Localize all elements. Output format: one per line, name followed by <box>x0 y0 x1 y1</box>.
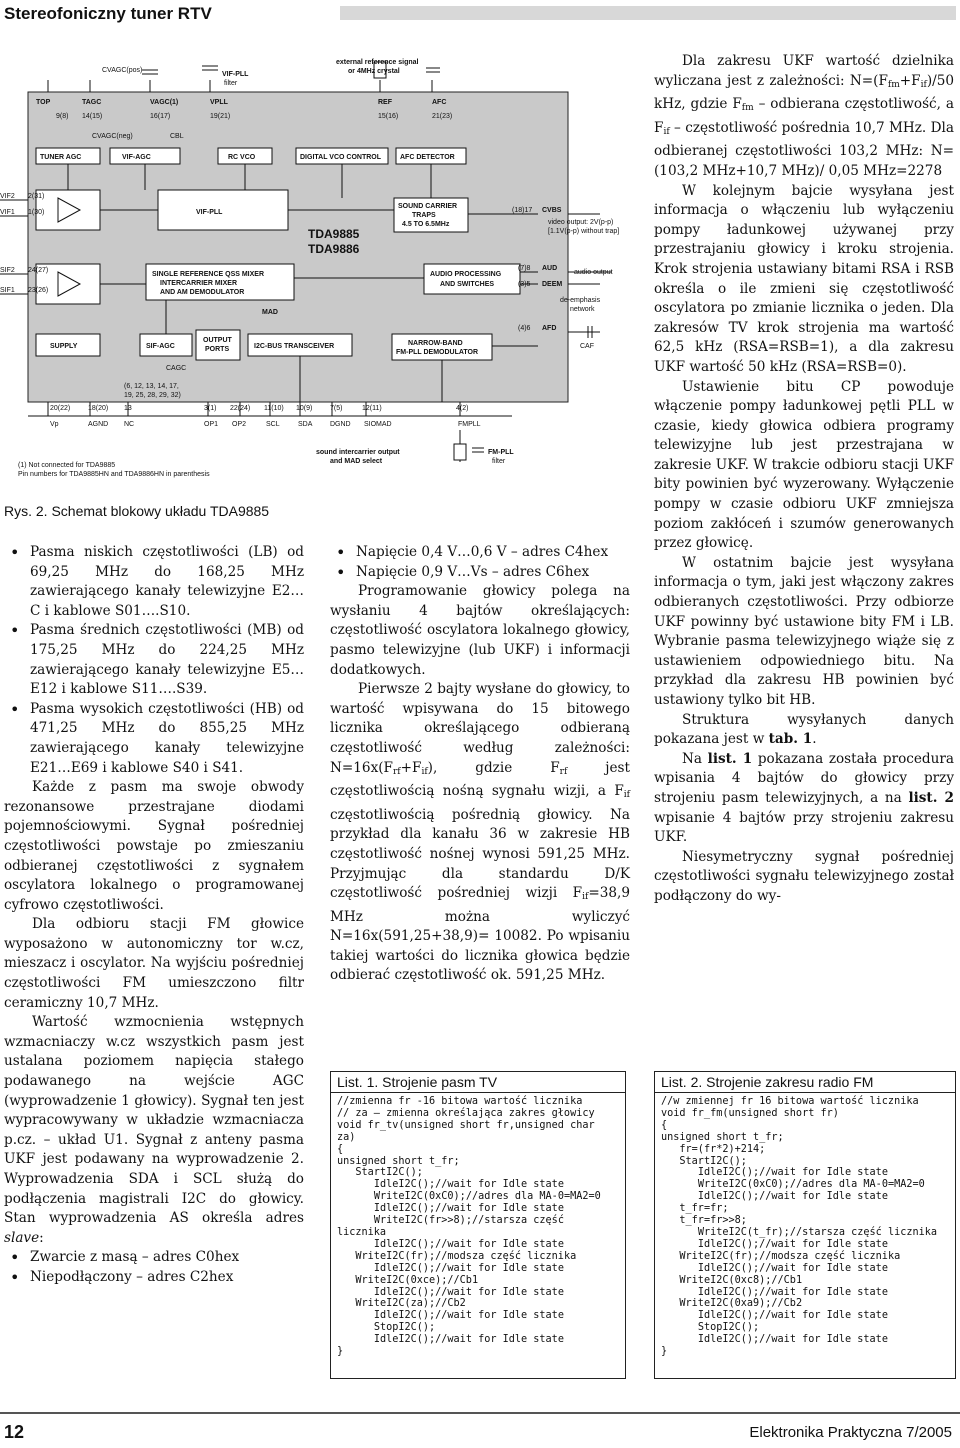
audio-proc-line1: AUDIO PROCESSING <box>430 271 502 278</box>
listing-1-title: List. 1. Strojenie pasm TV <box>331 1072 625 1093</box>
text: +F <box>400 759 422 776</box>
supply-block: SUPPLY <box>50 343 78 350</box>
paragraph: Programowanie głowicy polega na wysłaniu 4 bajtów określających: częstotliwość oscylatora lokalnego głowicy, pasmo telewizyjne (lub UKF) i informacji dodatkowych. <box>330 583 630 678</box>
fm-pll-filter-label-2: filter <box>492 458 506 465</box>
bottom-pin-nc-num: 13 <box>124 405 132 412</box>
voltage-item: • Napięcie 0,9 V…Vs – adres C6hex <box>330 563 630 583</box>
text: Dla zakresu UKF wartość dzielnika wyliczana jest z zależności: N=(F <box>654 53 954 89</box>
voltage-item: • Napięcie 0,4 V…0,6 V – adres C4hex <box>330 543 630 563</box>
address-item: • Niepodłączony – adres C2hex <box>4 1268 304 1288</box>
vif-pll-block: VIF-PLL <box>196 209 223 216</box>
paragraph: Ustawienie bitu CP powoduje włączenie pompy ładunkowej pętli PLL w czasie, kiedy głowica odbiera programy telewizyjne lub jest przestrajana w zakresie UKF. W trakcie odbioru stacji UKF bity powinien być wyzerowany. Wyłączenie pompy w czasie odbioru UKF zmniejsza poziom zakłóceń i szumów generowanych przez głowicę. <box>654 378 955 552</box>
column-1 <box>4 543 304 1288</box>
subscript: fm <box>887 79 900 90</box>
right-pin-afd: AFD <box>542 325 557 332</box>
aud-note: audio output <box>574 269 613 276</box>
left-pin-vif1: VIF1 <box>0 209 15 216</box>
band-item-mb: • Pasma średnich częstotliwości (MB) od 175,25 MHz do 224,25 MHz zawierającego kanały telewizyjne E5…E12 i kablowe S11….S39. <box>4 621 304 699</box>
vif-agc-block: VIF-AGC <box>122 154 151 161</box>
table-ref: tab. 1 <box>768 731 813 748</box>
subscript: rf <box>559 766 568 777</box>
audio-proc-line2: AND SWITCHES <box>440 281 495 288</box>
bottom-pin-vp-num: 20(22) <box>50 405 71 412</box>
bottom-pin-siomad-num: 12(11) <box>362 405 382 412</box>
paragraph: W kolejnym bajcie wysyłana jest informacja o włączeniu lub wyłączeniu pompy ładunkowej używanej przy przestrajaniu głowicy i kroku strojenia. Krok strojenia ustawiany bitami RSA i RSB określa o ile zmieni się częstotliwość oscylatora po zmianie licznika o jeden. Dla zakresów TV krok strojenia ma wartość 62,5 kHz (RSA=RSB=1), a dla zakresu UKF wartość 50 kHz (RSA=RSB=0). <box>654 182 954 375</box>
paragraph <box>654 750 954 848</box>
fm-pll-line2: FM-PLL DEMODULATOR <box>396 349 479 356</box>
bottom-pin-vp: Vp <box>50 421 59 428</box>
page-header <box>0 0 960 28</box>
left-pin-vif1-num: 1(30) <box>28 209 45 216</box>
qss-mixer-line1: SINGLE REFERENCE QSS MIXER <box>152 271 265 278</box>
paragraph <box>4 1013 304 1248</box>
subscript: if <box>421 766 428 777</box>
afc-detector-block: AFC DETECTOR <box>400 154 455 161</box>
bottom-pin-fmpll: FMPLL <box>458 421 481 428</box>
mad-block: MAD <box>262 309 278 316</box>
chip-name-1: TDA9885 <box>308 227 360 241</box>
footer-rule <box>0 1412 960 1414</box>
nc-pins-list: (6, 12, 13, 14, 17, <box>124 383 179 390</box>
paragraph: W ostatnim bajcie jest wysyłana informacja o tym, jaki jest włączony zakres odbieranych częstotliwości. Przy odbiorze UKF powinny być ustawione bity FM i LB. Wybranie pasma telewizyjnego wiąże się z ustawieniem odpowiedniego bitu. Na przykład dla zakresu HB powinien być ustawiony tylko bit HB. <box>654 554 954 708</box>
cagc-label: CAGC <box>166 365 187 372</box>
block-diagram-figure <box>0 52 650 492</box>
bottom-pin-fmpll-num: 4(2) <box>456 405 469 412</box>
left-pin-vif2-num: 2(31) <box>28 193 45 200</box>
digital-vco-block: DIGITAL VCO CONTROL <box>300 154 382 161</box>
bottom-pin-scl-num: 11(10) <box>264 405 284 412</box>
sif-agc-block: SIF-AGC <box>146 343 175 350</box>
pin-vagc-label: VAGC(1) <box>150 99 179 106</box>
header-bar <box>340 6 956 20</box>
bottom-pin-nc: NC <box>124 421 135 428</box>
bottom-pin-op1-num: 3(1) <box>204 405 217 412</box>
listing-2-title: List. 2. Strojenie zakresu radio FM <box>655 1072 955 1093</box>
right-pin-deem: DEEM <box>542 281 563 288</box>
slave-term: slave <box>4 1229 40 1246</box>
listing-ref: list. 1 <box>707 750 753 767</box>
journal-name: Elektronika Praktyczna 7/2005 <box>749 1424 952 1441</box>
right-pin-aud: AUD <box>542 265 558 272</box>
listing-2-code: //w zmiennej fr 16 bitowa wartość licznika void fr_fm(unsigned short fr) { unsigned short t_fr; fr=(fr*2)+214; StartI2C(); IdleI2C();//wait for Idle state WriteI2C(0xC0);//adres dla MA-0=MA2=0 IdleI2C();//wait for Idle state t_fr=fr; t_fr=fr>>8; WriteI2C(t_fr);//starsza część licznika IdleI2C();//wait for Idle state WriteI2C(fr);//modsza część licznika IdleI2C();//wait for Idle state WriteI2C(0xc8);//Cb1 IdleI2C();//wait for Idle state WriteI2C(0xa9);//Cb2 IdleI2C();//wait for Idle state StopI2C(); IdleI2C();//wait for Idle state } <box>661 1096 938 1358</box>
cbl-label: CBL <box>170 133 184 140</box>
cvagc-pos-label: CVAGC(pos) <box>102 67 143 74</box>
right-pin-deem-num: (3)5 <box>518 281 531 288</box>
ext-ref-label: external reference signal <box>336 59 419 66</box>
pin-top-label: TOP <box>36 99 51 106</box>
subscript: if <box>582 892 589 903</box>
vif-pll-filter-label: VIF-PLL <box>222 71 249 78</box>
pin-afc-num: 21(23) <box>432 113 453 120</box>
i2c-block: I2C-BUS TRANSCEIVER <box>254 343 335 350</box>
sound-out-label: sound intercarrier output <box>316 449 400 456</box>
figure-note-2: Pin numbers for TDA9885HN and TDA9886HN in parenthesis <box>18 471 210 478</box>
bottom-pin-sda-num: 10(9) <box>296 405 313 412</box>
vif-pll-filter-label-2: filter <box>224 80 238 87</box>
column-2 <box>330 543 630 986</box>
qss-mixer-line2: INTERCARRIER MIXER <box>160 280 238 287</box>
sound-traps-line2: TRAPS <box>412 212 436 219</box>
pin-tagc-label: TAGC <box>82 99 102 106</box>
caf-label: CAF <box>580 343 594 350</box>
fm-pll-filter-label: FM-PLL <box>488 449 514 456</box>
deem-note-2: network <box>570 306 595 313</box>
figure-caption: Rys. 2. Schemat blokowy układu TDA9885 <box>4 503 270 519</box>
cvagc-neg-label: CVAGC(neg) <box>92 133 133 140</box>
left-pin-sif1: SIF1 <box>0 287 15 294</box>
text: pokazana została procedura wpisania 4 bajtów do głowicy przy strojeniu pasm telewizyjnych, a na <box>654 750 954 806</box>
output-ports-line2: PORTS <box>205 346 230 353</box>
bottom-pin-dgnd: DGND <box>330 421 351 428</box>
left-pin-vif2: VIF2 <box>0 193 15 200</box>
listing-1-code: //zmienna fr -16 bitowa wartość licznika // za – zmienna określająca zakres głowicy void fr_tv(unsigned short fr,unsigned char za) { unsigned short t_fr; StartI2C(); IdleI2C();//wait for Idle state WriteI2C(0xC0);//adres dla MA-0=MA2=0 IdleI2C();//wait for Idle state WriteI2C(fr>>8);//starsza część licznika IdleI2C();//wait for Idle state WriteI2C(fr);//modsza część licznika IdleI2C();//wait for Idle state WriteI2C(0xce);//Cb1 IdleI2C();//wait for Idle state WriteI2C(za);//Cb2 IdleI2C();//wait for Idle state StopI2C(); IdleI2C();//wait for Idle state } <box>337 1096 601 1358</box>
chip-name-2: TDA9886 <box>308 242 360 256</box>
text: . <box>812 731 817 748</box>
pin-vagc-num: 16(17) <box>150 113 171 120</box>
address-list <box>4 1248 304 1287</box>
text: wpisanie 4 bajtów przy strojeniu zakresu UKF. <box>654 809 954 846</box>
deem-note: de-emphasis <box>560 297 601 304</box>
band-item-hb: • Pasma wysokich częstotliwości (HB) od 471,25 MHz do 855,25 MHz zawierającego kanały telewizyjne E21…E69 i kablowe S40 i S41. <box>4 700 304 778</box>
band-list <box>4 543 304 778</box>
text: )/50 kHz, gdzie F <box>654 72 954 113</box>
listing-1 <box>330 1071 626 1379</box>
pin-top-num: 9(8) <box>56 113 69 120</box>
bottom-pin-agnd: AGND <box>88 421 109 428</box>
rc-vco-block: RC VCO <box>228 154 256 161</box>
bottom-pin-op2: OP2 <box>232 421 247 428</box>
left-pin-sif2-num: 24(27) <box>28 267 49 274</box>
pin-vpll-label: VPLL <box>210 99 228 106</box>
subscript: if <box>920 79 927 90</box>
bottom-pin-op1: OP1 <box>204 421 219 428</box>
paragraph <box>330 680 630 986</box>
nc-pins-list-2: 19, 25, 28, 29, 32) <box>124 392 181 399</box>
bottom-pin-agnd-num: 18(20) <box>88 405 109 412</box>
text: Na <box>682 750 708 767</box>
block-diagram <box>0 52 650 492</box>
qss-mixer-line3: AND AM DEMODULATOR <box>160 289 245 296</box>
paragraph: Dla odbioru stacji FM głowice wyposażono w autonomiczny tor w.cz, mieszacz i oscylator. Na wyjściu pośredniej częstotliwości FM umieszczono filtr ceramiczny 10,7 MHz. <box>4 916 304 1011</box>
bottom-pin-sda: SDA <box>298 421 313 428</box>
page-number: 12 <box>4 1422 25 1442</box>
paragraph <box>654 711 954 750</box>
cvbs-note: video output: 2V(p-p) <box>548 219 614 226</box>
output-ports-line1: OUTPUT <box>203 337 232 344</box>
subscript: if <box>663 126 670 137</box>
subscript: fm <box>741 103 754 114</box>
subscript: rf <box>392 766 401 777</box>
pin-afc-label: AFC <box>432 99 447 106</box>
section-title: Stereofoniczny tuner RTV <box>4 4 212 23</box>
sound-traps-line3: 4.5 TO 6.5MHz <box>402 221 450 228</box>
pin-tagc-num: 14(15) <box>82 113 103 120</box>
bottom-pin-scl: SCL <box>266 421 280 428</box>
tuner-agc-block: TUNER AGC <box>40 154 82 161</box>
paragraph-text-end: : <box>39 1229 44 1246</box>
paragraph: Każde z pasm ma swoje obwody rezonansowe przestrajane diodami pojemnościowymi. Sygnał pośredniej częstotliwości powstaje po zmieszaniu odbieranej częstotliwości z sygnałem oscylatora lokalnego o programowanej cyfrowo częstotliwości. <box>4 779 304 913</box>
text: ), gdzie F <box>427 759 560 776</box>
paragraph: Niesymetryczny sygnał pośredniej częstotliwości sygnału telewizyjnego został podłączony do wy- <box>654 848 954 904</box>
right-pin-aud-num: (7)8 <box>518 265 531 272</box>
sound-traps-line1: SOUND CARRIER <box>398 203 458 210</box>
left-pin-sif2: SIF2 <box>0 267 15 274</box>
listing-2 <box>654 1071 956 1379</box>
band-item-lb: • Pasma niskich częstotliwości (LB) od 69,25 MHz do 168,25 MHz zawierającego kanały telewizyjne E2…C i kablowe S01….S10. <box>4 543 304 621</box>
text: =38,9 MHz można wyliczyć N=16x(591,25+38,9)= 10082. Po wpisaniu takiej wartości do licznika głowica będzie odbierać częstotliwość ok. 591,25 MHz. <box>330 885 630 984</box>
address-item: • Zwarcie z masą – adres C0hex <box>4 1248 304 1268</box>
fm-pll-line1: NARROW-BAND <box>408 340 463 347</box>
pin-ref-label: REF <box>378 99 392 106</box>
sound-out-label-2: and MAD select <box>330 458 383 465</box>
pin-ref-num: 15(16) <box>378 113 399 120</box>
paragraph <box>654 52 954 182</box>
right-pin-cvbs: CVBS <box>542 207 562 214</box>
bottom-pin-op2-num: 22(24) <box>230 405 251 412</box>
pin-vpll-num: 19(21) <box>210 113 231 120</box>
listing-ref: list. 2 <box>908 789 954 806</box>
bottom-pin-siomad: SIOMAD <box>364 421 392 428</box>
text: – częstotliwość pośrednia 10,7 MHz. Dla odbieranej częstotliwości 103,2 MHz: N=(103,2 MHz+10,7 MHz)/ 0,05 MHz=2278 <box>654 119 954 179</box>
voltage-list <box>330 543 630 582</box>
text: Pierwsze 2 bajty wysłane do głowicy, to wartość wpisywana do 15 bitowego licznika określającego odbieraną częstotliwość według zależności: N=16x(F <box>330 681 630 776</box>
column-3 <box>654 52 954 907</box>
text: częstotliwością pośrednią głowicy. Na przykład dla kanału 36 w zakresie HB częstotliwość nośnej wynosi 591,25 MHz. Przyjmując dla standardu D/K częstotliwość pośredniej wizji F <box>330 806 630 902</box>
paragraph-text: Wartość wzmocnienia wstępnych wzmacniaczy w.cz wszystkich pasm jest ustalana poziomem napięcia stałego podawanego na wejście AGC (wyprowadzenie 1 głowicy). Sygnał ten jest wypracowywany w układzie wzmacniacza p.cz. – układ U1. Sygnał z anteny pasma UKF jest podawany na wyprowadzenie 2. Wyprowadzenia SDA i SCL służą do podłączenia magistrali I2C do głowicy. Stan wyprowadzenia AS określa adres <box>4 1014 304 1227</box>
subscript: if <box>623 790 630 801</box>
right-pin-cvbs-num: (18)17 <box>512 207 533 214</box>
left-pin-sif1-num: 23(26) <box>28 287 49 294</box>
text: +F <box>899 72 921 89</box>
figure-note-1: (1) Not connected for TDA9885 <box>18 462 116 469</box>
bottom-pin-dgnd-num: 7(5) <box>330 405 343 412</box>
text: – odbierana częstotliwość, a F <box>654 96 954 136</box>
text: jest częstotliwością nośną sygnału wizji, a F <box>330 759 630 800</box>
text: Struktura wysyłanych danych pokazana jest w <box>654 711 954 748</box>
cvbs-note-2: [1.1V(p-p) without trap] <box>548 228 620 235</box>
right-pin-afd-num: (4)6 <box>518 325 531 332</box>
ext-ref-label-2: or 4MHz crystal <box>348 68 400 75</box>
